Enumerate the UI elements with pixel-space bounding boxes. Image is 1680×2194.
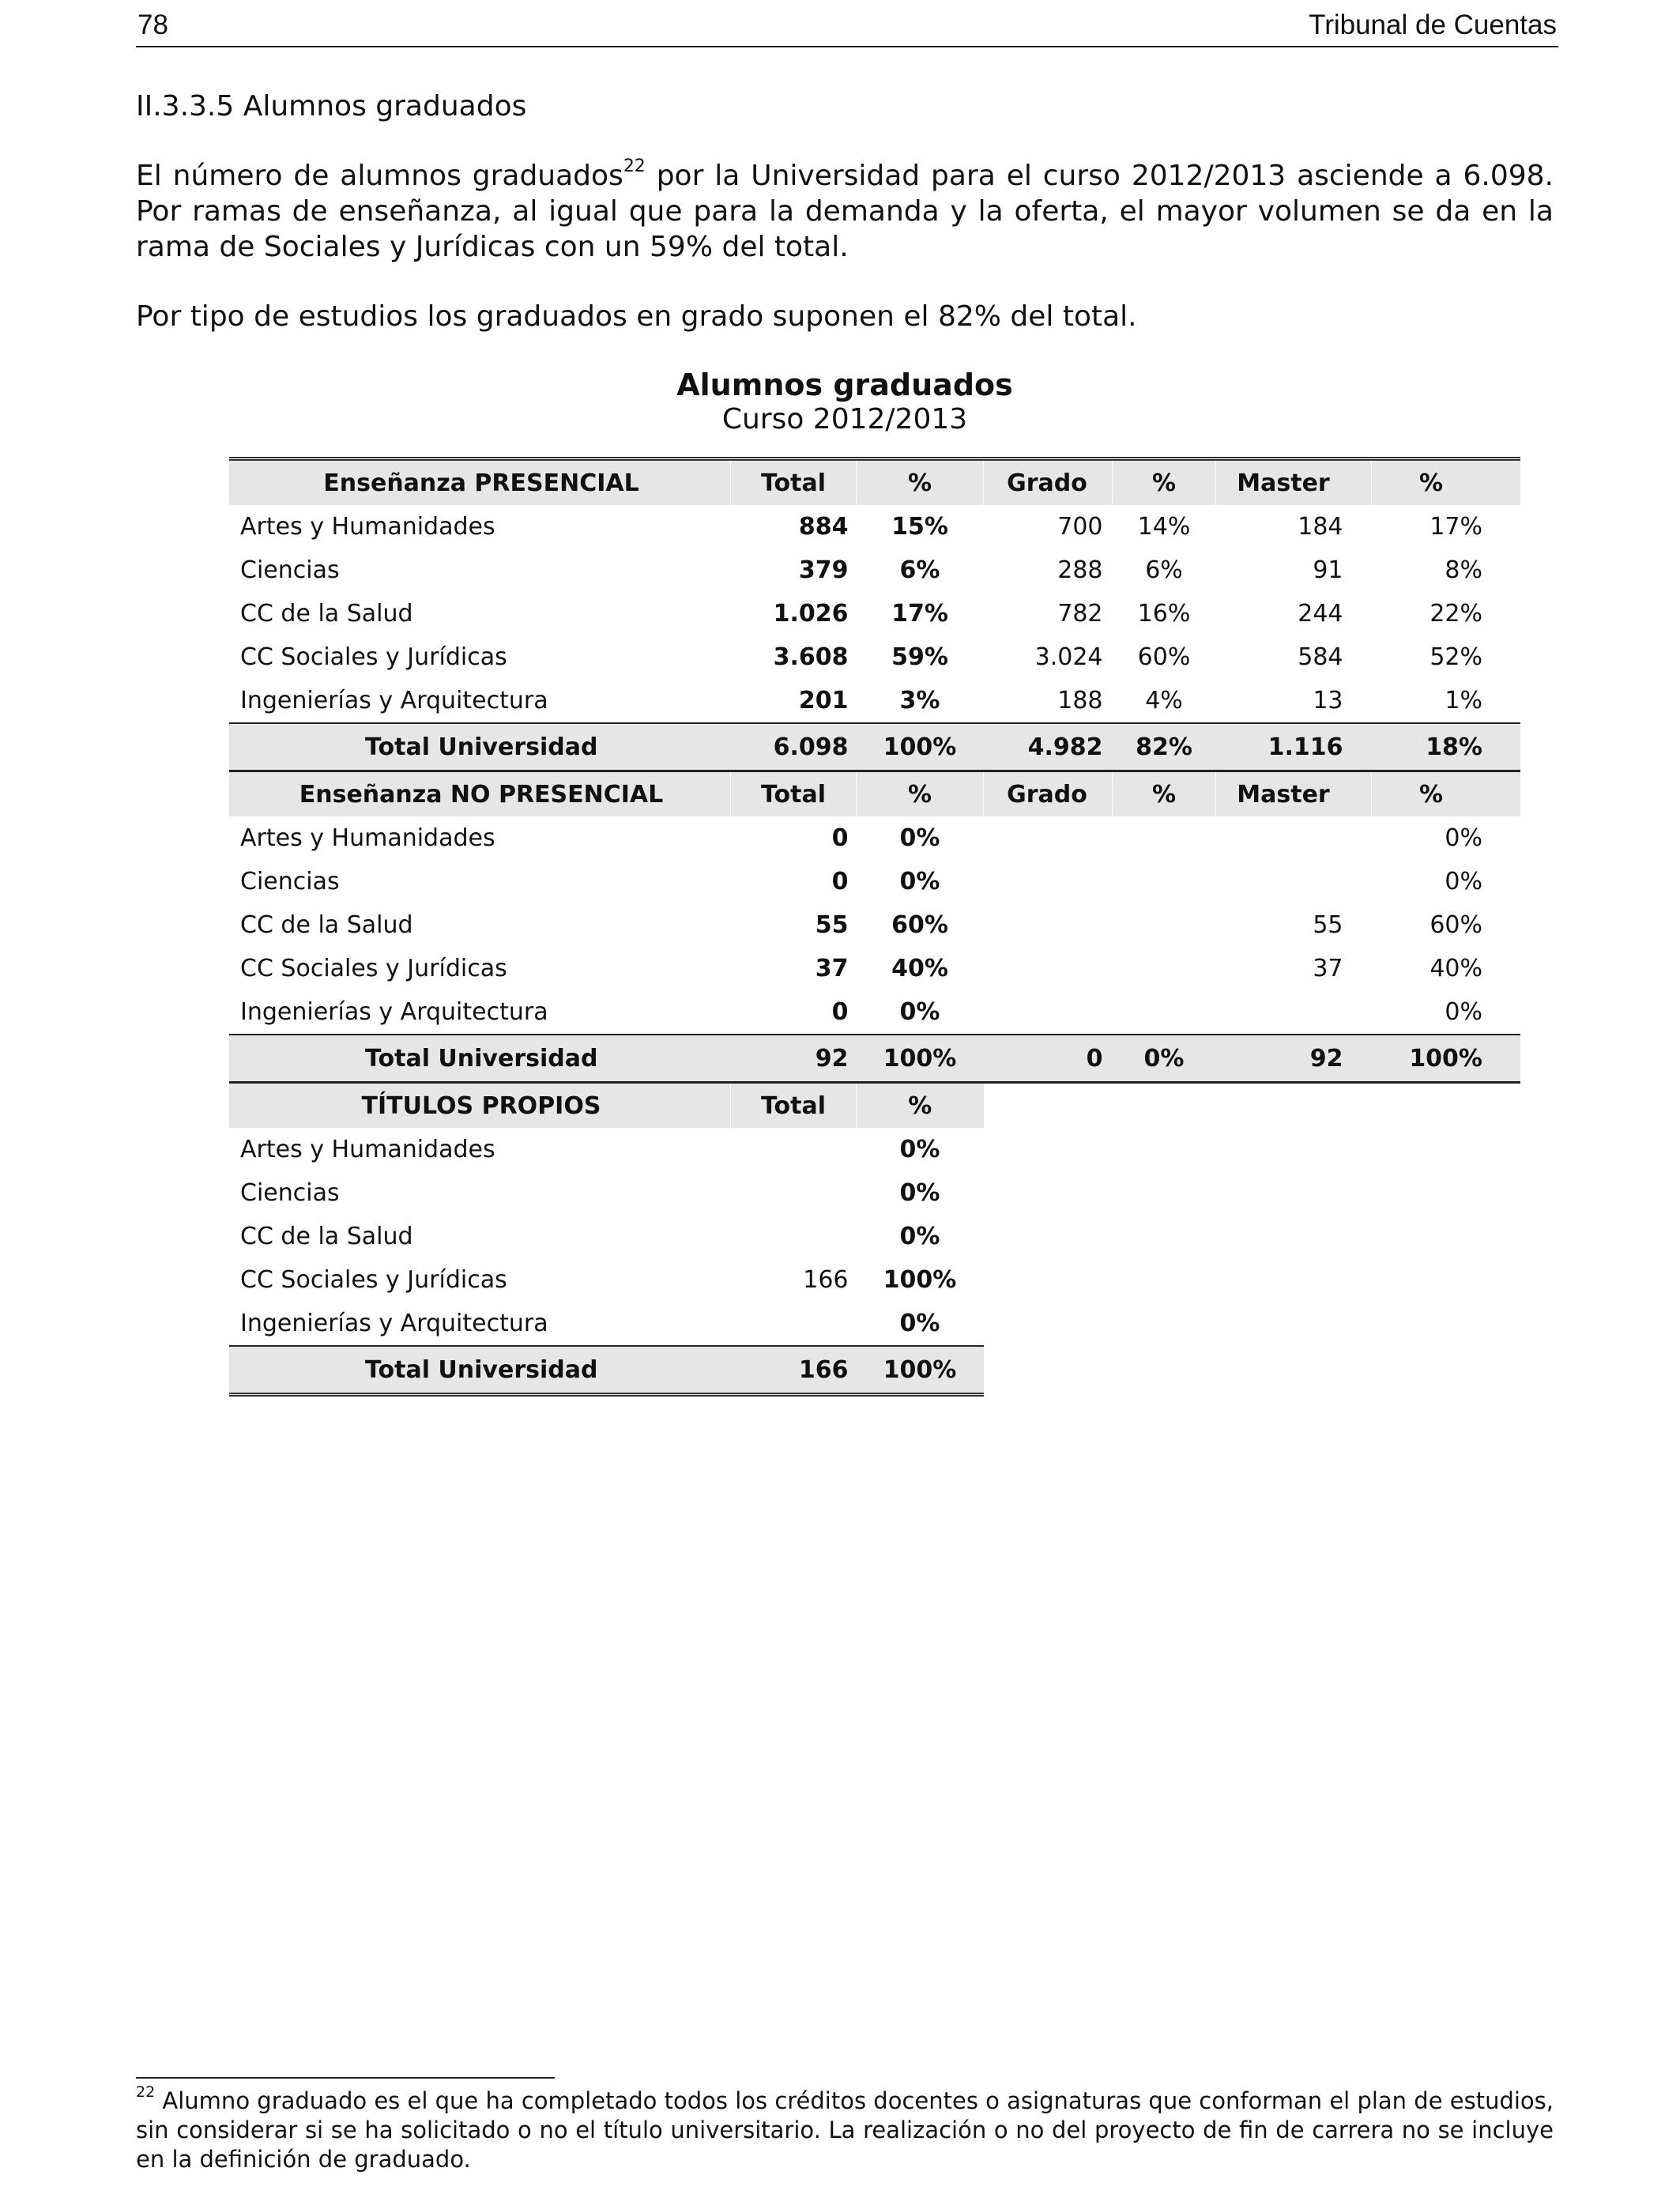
table-cell: 40%: [1430, 955, 1482, 982]
row-label: Ciencias: [240, 556, 340, 584]
table-cell: 0: [831, 998, 849, 1026]
table-cell: 55: [815, 911, 849, 939]
empty-cell: [1113, 1171, 1216, 1215]
paragraph-degree-share: Por tipo de estudios los graduados en grado suponen el 82% del total.: [136, 300, 1137, 333]
table-cell: 0%: [899, 824, 940, 852]
table-cell: 100%: [883, 1266, 957, 1294]
table-cell: 6%: [1145, 556, 1183, 584]
empty-cell: [1372, 1128, 1521, 1171]
graduates-table-container: [229, 457, 1520, 1397]
table-cell: 40%: [891, 955, 948, 982]
table-cell: 700: [1057, 513, 1103, 541]
row-label: CC Sociales y Jurídicas: [240, 1266, 507, 1294]
row-label: CC de la Salud: [240, 911, 413, 939]
row-label: Ciencias: [240, 868, 340, 895]
table-cell: [984, 990, 1113, 1035]
row-label: Artes y Humanidades: [240, 824, 495, 852]
total-label: Total Universidad: [229, 1035, 731, 1083]
table-cell: 584: [1298, 643, 1343, 671]
table-cell: 59%: [891, 643, 948, 671]
table-row: [229, 1171, 1520, 1215]
table-subtitle: Curso 2012/2013: [721, 403, 968, 435]
empty-cell: [1113, 1215, 1216, 1258]
total-cell: 0: [984, 1035, 1113, 1083]
total-row: [229, 1346, 1520, 1395]
total-cell: 1.116: [1216, 723, 1372, 771]
row-label: CC Sociales y Jurídicas: [240, 955, 507, 982]
empty-cell: [1372, 1171, 1521, 1215]
table-cell: 52%: [1430, 643, 1482, 671]
table-cell: 0%: [1445, 824, 1482, 852]
table-cell: 37: [1313, 955, 1343, 982]
table-row: [229, 1215, 1520, 1258]
table-cell: 17%: [1430, 513, 1482, 541]
total-cell: 4.982: [984, 723, 1113, 771]
table-cell: 0%: [899, 998, 940, 1026]
row-label: CC de la Salud: [240, 1223, 413, 1250]
footnote-number: 22: [136, 2083, 156, 2102]
page-header: [136, 8, 1558, 47]
table-cell: 4%: [1145, 687, 1183, 714]
total-cell: 6.098: [731, 723, 857, 771]
table-cell: 3.608: [773, 643, 849, 671]
empty-cell: [984, 1215, 1113, 1258]
table-cell: 3.024: [1034, 643, 1103, 671]
table-cell: [731, 1215, 857, 1258]
empty-cell: [984, 1171, 1113, 1215]
footnote-separator: [136, 2077, 555, 2079]
column-header: %: [857, 1083, 984, 1129]
paragraph-text-end: por la Universidad para el curso 2012/2013 asciende a 6.098. Por ramas de enseñanza, al igual que para la demanda y la oferta, el mayor volumen se da en la rama de Sociales y Jurídicas con un 59% del total.: [136, 160, 1554, 263]
row-label: Ciencias: [240, 1179, 340, 1207]
empty-cell: [984, 1258, 1113, 1302]
column-header: Enseñanza PRESENCIAL: [229, 459, 731, 506]
total-cell: 100%: [857, 723, 984, 771]
table-row: [229, 947, 1520, 990]
table-cell: 0: [831, 868, 849, 895]
table-cell: [731, 1128, 857, 1171]
footnote: [136, 2083, 1554, 2174]
table-title: Alumnos graduados: [676, 368, 1013, 402]
table-cell: 55: [1313, 911, 1343, 939]
empty-cell: [1113, 1083, 1216, 1129]
table-cell: 166: [803, 1266, 849, 1294]
table-cell: [1113, 816, 1216, 860]
empty-cell: [1372, 1083, 1521, 1129]
table-row: [229, 816, 1520, 860]
column-header: %: [857, 459, 984, 506]
table-header-row: [229, 459, 1520, 506]
empty-cell: [1372, 1258, 1521, 1302]
total-cell: 92: [731, 1035, 857, 1083]
row-label: CC Sociales y Jurídicas: [240, 643, 507, 671]
column-header: Grado: [984, 771, 1113, 817]
table-cell: [1113, 860, 1216, 903]
total-cell: 82%: [1113, 723, 1216, 771]
graduates-table: [229, 457, 1520, 1397]
total-cell: 100%: [857, 1346, 984, 1395]
table-cell: 60%: [1137, 643, 1191, 671]
total-row: [229, 1035, 1520, 1083]
publisher-name: Tribunal de Cuentas: [1309, 9, 1557, 40]
row-label: Ingenierías y Arquitectura: [240, 998, 548, 1026]
table-cell: 379: [798, 556, 849, 584]
table-cell: [1113, 947, 1216, 990]
empty-cell: [1372, 1302, 1521, 1346]
section-title: II.3.3.5 Alumnos graduados: [136, 90, 527, 123]
total-cell: 100%: [1372, 1035, 1521, 1083]
table-cell: 0%: [899, 1179, 940, 1207]
table-row: [229, 903, 1520, 947]
empty-cell: [1113, 1302, 1216, 1346]
column-header: %: [857, 771, 984, 817]
paragraph-text-start: El número de alumnos graduados: [136, 160, 623, 192]
table-cell: [1216, 990, 1372, 1035]
table-header-row: [229, 771, 1520, 817]
total-cell: 100%: [857, 1035, 984, 1083]
empty-cell: [1216, 1302, 1372, 1346]
table-row: [229, 679, 1520, 723]
column-header: %: [1372, 459, 1521, 506]
table-row: [229, 635, 1520, 679]
empty-cell: [984, 1128, 1113, 1171]
table-cell: [731, 1171, 857, 1215]
column-header: Grado: [984, 459, 1113, 506]
table-row: [229, 860, 1520, 903]
table-cell: 16%: [1137, 600, 1191, 628]
table-cell: 17%: [891, 600, 948, 628]
empty-cell: [984, 1083, 1113, 1129]
column-header: %: [1372, 771, 1521, 817]
table-cell: 184: [1298, 513, 1343, 541]
empty-cell: [1372, 1215, 1521, 1258]
table-cell: 188: [1057, 687, 1103, 714]
table-cell: [1216, 860, 1372, 903]
table-cell: 0%: [899, 1223, 940, 1250]
table-cell: [1216, 816, 1372, 860]
page-number: 78: [137, 9, 168, 40]
column-header: %: [1113, 771, 1216, 817]
empty-cell: [1216, 1258, 1372, 1302]
table-row: [229, 505, 1520, 548]
table-row: [229, 592, 1520, 635]
table-cell: [1113, 903, 1216, 947]
empty-cell: [1216, 1083, 1372, 1129]
table-cell: 0%: [1445, 998, 1482, 1026]
table-cell: 0: [831, 824, 849, 852]
empty-cell: [1216, 1128, 1372, 1171]
table-row: [229, 1302, 1520, 1346]
total-label: Total Universidad: [229, 1346, 731, 1395]
empty-cell: [1216, 1346, 1372, 1395]
column-header: Total: [731, 1083, 857, 1129]
total-cell: 166: [731, 1346, 857, 1395]
table-cell: [731, 1302, 857, 1346]
column-header: Total: [731, 459, 857, 506]
empty-cell: [984, 1302, 1113, 1346]
row-label: Ingenierías y Arquitectura: [240, 1310, 548, 1337]
empty-cell: [1113, 1128, 1216, 1171]
row-label: Artes y Humanidades: [240, 513, 495, 541]
table-cell: 13: [1313, 687, 1343, 714]
column-header: %: [1113, 459, 1216, 506]
paragraph-graduates: [136, 158, 1554, 265]
row-label: CC de la Salud: [240, 600, 413, 628]
table-cell: 6%: [899, 556, 940, 584]
total-label: Total Universidad: [229, 723, 731, 771]
table-cell: 1.026: [773, 600, 849, 628]
table-cell: 0%: [899, 1136, 940, 1163]
table-cell: 91: [1313, 556, 1343, 584]
table-cell: 8%: [1445, 556, 1482, 584]
table-cell: 37: [815, 955, 849, 982]
empty-cell: [1372, 1346, 1521, 1395]
table-cell: [984, 860, 1113, 903]
table-cell: 0%: [899, 868, 940, 895]
row-label: Artes y Humanidades: [240, 1136, 495, 1163]
table-cell: 0%: [1445, 868, 1482, 895]
table-cell: 22%: [1430, 600, 1482, 628]
table-cell: 15%: [891, 513, 948, 541]
empty-cell: [1216, 1215, 1372, 1258]
table-cell: 3%: [899, 687, 940, 714]
table-row: [229, 990, 1520, 1035]
table-cell: 782: [1057, 600, 1103, 628]
footnote-reference: 22: [623, 156, 646, 176]
table-cell: 288: [1057, 556, 1103, 584]
total-cell: 0%: [1113, 1035, 1216, 1083]
column-header: Master: [1216, 771, 1372, 817]
total-row: [229, 723, 1520, 771]
table-cell: [984, 947, 1113, 990]
table-row: [229, 548, 1520, 592]
table-header-row: [229, 1083, 1520, 1129]
table-cell: 201: [798, 687, 849, 714]
table-cell: 60%: [891, 911, 948, 939]
empty-cell: [1113, 1258, 1216, 1302]
total-cell: 18%: [1372, 723, 1521, 771]
table-cell: 1%: [1445, 687, 1482, 714]
table-cell: 14%: [1137, 513, 1191, 541]
table-cell: 884: [798, 513, 849, 541]
empty-cell: [1216, 1171, 1372, 1215]
table-row: [229, 1128, 1520, 1171]
table-cell: 60%: [1430, 911, 1482, 939]
table-row: [229, 1258, 1520, 1302]
column-header: Master: [1216, 459, 1372, 506]
total-cell: 92: [1216, 1035, 1372, 1083]
empty-cell: [984, 1346, 1113, 1395]
table-cell: [1113, 990, 1216, 1035]
table-cell: 0%: [899, 1310, 940, 1337]
column-header: Total: [731, 771, 857, 817]
column-header: Enseñanza NO PRESENCIAL: [229, 771, 731, 817]
footnote-text: Alumno graduado es el que ha completado todos los créditos docentes o asignaturas que conforman el plan de estudios, sin considerar si se ha solicitado o no el título universitario. La realización o no del proyecto de fin de carrera no se incluye en la definición de graduado.: [136, 2087, 1554, 2173]
empty-cell: [1113, 1346, 1216, 1395]
table-cell: [984, 816, 1113, 860]
table-cell: 244: [1298, 600, 1343, 628]
table-cell: [984, 903, 1113, 947]
row-label: Ingenierías y Arquitectura: [240, 687, 548, 714]
column-header: TÍTULOS PROPIOS: [229, 1083, 731, 1129]
